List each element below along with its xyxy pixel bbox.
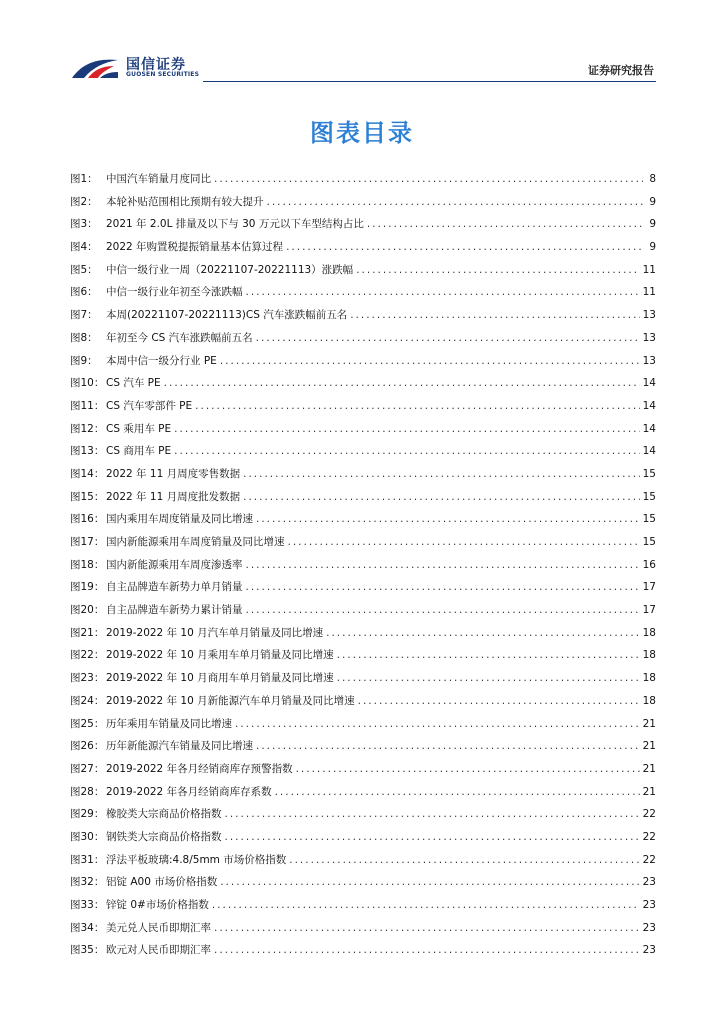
toc-dot-leader — [246, 554, 640, 577]
toc-entry-label: 图24： — [70, 694, 105, 707]
toc-dot-leader — [326, 622, 640, 645]
toc-dot-leader — [243, 463, 640, 486]
toc-dot-leader — [225, 803, 640, 826]
toc-dot-leader — [246, 599, 640, 622]
toc-entry-label: 图28： — [70, 785, 105, 798]
toc-entry[interactable] — [70, 350, 656, 373]
toc-entry-label: 图17： — [70, 536, 105, 548]
toc-entry[interactable] — [70, 644, 656, 667]
toc-entry-page-number: 14 — [642, 377, 656, 390]
toc-entry-label: 图14： — [70, 467, 105, 480]
toc-entry-label: 图3： — [70, 218, 98, 231]
toc-entry-title: 欧元对人民币即期汇率 — [106, 944, 211, 957]
toc-entry-title: 2019-2022 年 10 月新能源汽车单月销量及同比增速 — [106, 694, 355, 707]
toc-entry[interactable] — [70, 576, 656, 599]
toc-entry-page-number: 16 — [642, 558, 656, 571]
toc-entry-label: 图7： — [70, 309, 98, 322]
toc-entry-page-number: 9 — [649, 241, 656, 254]
toc-entry-label: 图23： — [70, 672, 105, 685]
toc-entry-title: 2022 年 11 月周度批发数据 — [106, 490, 241, 503]
toc-entry-title: 美元兑人民币即期汇率 — [106, 921, 211, 934]
toc-dot-leader — [286, 236, 643, 259]
toc-dot-leader — [174, 418, 639, 441]
toc-dot-leader — [220, 350, 640, 373]
toc-entry-page-number: 15 — [642, 536, 656, 548]
toc-entry-label: 图22： — [70, 649, 105, 662]
toc-dot-leader — [367, 213, 643, 236]
toc-entry[interactable] — [70, 622, 656, 645]
toc-entry-page-number: 9 — [649, 218, 656, 231]
page-title: 图表目录 — [310, 119, 414, 147]
logo-english-name: GUOSEN SECURITIES — [126, 71, 200, 78]
toc-entry-title: 2022 年购置税提振销量基本估算过程 — [106, 241, 284, 254]
toc-entry-page-number: 18 — [642, 694, 656, 707]
toc-entry-title: 橡胶类大宗商品价格指数 — [106, 808, 222, 821]
toc-entry-title: 历年新能源汽车销量及同比增速 — [106, 740, 253, 753]
toc-entry-page-number: 11 — [642, 286, 656, 299]
toc-entry[interactable] — [70, 690, 656, 713]
toc-entry-page-number: 21 — [642, 717, 656, 730]
toc-entry-label: 图26： — [70, 740, 105, 753]
toc-entry-title: 本周(20221107-20221113)CS 汽车涨跌幅前五名 — [106, 309, 348, 322]
toc-entry-title: CS 商用车 PE — [106, 445, 172, 458]
toc-entry[interactable] — [70, 599, 656, 622]
toc-entry-label: 图21： — [70, 626, 105, 639]
toc-entry-title: 2019-2022 年 10 月乘用车单月销量及同比增速 — [106, 649, 334, 662]
toc-entry-title: 中信一级行业一周（20221107-20221113）涨跌幅 — [106, 263, 354, 276]
toc-entry[interactable] — [70, 440, 656, 463]
toc-entry-page-number: 18 — [642, 649, 656, 662]
toc-entry[interactable] — [70, 327, 656, 350]
toc-entry-title: CS 乘用车 PE — [106, 422, 172, 435]
toc-entry-label: 图29： — [70, 808, 105, 821]
header-divider — [203, 81, 656, 82]
toc-dot-leader — [337, 667, 640, 690]
toc-dot-leader — [246, 281, 640, 304]
toc-entry-page-number: 23 — [642, 944, 656, 957]
toc-entry[interactable] — [70, 168, 656, 191]
toc-entry-title: 本周中信一级分行业 PE — [106, 354, 217, 367]
toc-entry-page-number: 14 — [642, 399, 656, 412]
toc-entry-page-number: 15 — [642, 467, 656, 480]
toc-dot-leader — [164, 372, 640, 395]
toc-entry[interactable] — [70, 917, 656, 940]
page-header — [0, 0, 724, 90]
toc-entry[interactable] — [70, 281, 656, 304]
toc-entry-title: 历年乘用车销量及同比增速 — [106, 717, 232, 730]
toc-entry-page-number: 9 — [649, 195, 656, 208]
toc-entry-title: 国内新能源乘用车周度渗透率 — [106, 558, 243, 571]
toc-entry-page-number: 13 — [642, 309, 656, 322]
toc-entry-page-number: 14 — [642, 422, 656, 435]
toc-entry-label: 图12： — [70, 422, 105, 435]
toc-entry-page-number: 18 — [642, 672, 656, 685]
toc-entry[interactable] — [70, 463, 656, 486]
toc-entry-title: 本轮补贴范围相比预期有较大提升 — [106, 195, 264, 208]
toc-entry-title: 2019-2022 年 10 月商用车单月销量及同比增速 — [106, 672, 334, 685]
toc-entry-label: 图34： — [70, 921, 105, 934]
toc-entry-title: 自主品牌造车新势力累计销量 — [106, 604, 243, 617]
guosen-logo-icon — [70, 54, 122, 82]
table-of-figures — [70, 168, 656, 962]
toc-dot-leader — [212, 894, 640, 917]
toc-entry[interactable] — [70, 554, 656, 577]
report-type-label: 证券研究报告 — [588, 64, 654, 77]
toc-entry[interactable] — [70, 871, 656, 894]
toc-entry[interactable] — [70, 849, 656, 872]
toc-entry[interactable] — [70, 236, 656, 259]
toc-entry-label: 图25： — [70, 717, 105, 730]
toc-entry-page-number: 8 — [649, 173, 656, 185]
toc-dot-leader — [296, 758, 640, 781]
toc-entry-label: 图32： — [70, 876, 105, 889]
toc-dot-leader — [246, 576, 640, 599]
toc-dot-leader — [220, 871, 639, 894]
toc-entry-title: 中国汽车销量月度同比 — [106, 173, 211, 185]
toc-dot-leader — [256, 508, 640, 531]
toc-entry-label: 图33： — [70, 899, 105, 911]
toc-entry-title: CS 汽车零部件 PE — [106, 399, 193, 412]
toc-entry-label: 图30： — [70, 830, 105, 843]
toc-entry[interactable] — [70, 372, 656, 395]
toc-entry-page-number: 18 — [642, 626, 656, 639]
toc-dot-leader — [214, 168, 643, 191]
toc-entry-page-number: 11 — [642, 263, 656, 276]
toc-entry-title: CS 汽车 PE — [106, 377, 161, 390]
toc-dot-leader — [225, 826, 640, 849]
toc-entry-label: 图18： — [70, 558, 105, 571]
toc-entry-page-number: 15 — [642, 490, 656, 503]
toc-entry-label: 图11： — [70, 399, 105, 412]
toc-entry-page-number: 13 — [642, 354, 656, 367]
toc-entry[interactable] — [70, 894, 656, 917]
toc-entry-page-number: 14 — [642, 445, 656, 458]
toc-entry-page-number: 23 — [642, 921, 656, 934]
toc-entry-label: 图5： — [70, 263, 98, 276]
toc-dot-leader — [275, 781, 640, 804]
toc-entry-label: 图8： — [70, 331, 98, 344]
toc-entry-label: 图6： — [70, 286, 98, 299]
toc-dot-leader — [214, 939, 640, 962]
toc-entry[interactable] — [70, 531, 656, 554]
toc-entry-title: 年初至今 CS 汽车涨跌幅前五名 — [106, 331, 253, 344]
toc-entry-page-number: 17 — [642, 604, 656, 617]
toc-entry-title: 自主品牌造车新势力单月销量 — [106, 581, 243, 594]
toc-entry-page-number: 15 — [642, 513, 656, 526]
toc-entry[interactable] — [70, 418, 656, 441]
toc-dot-leader — [289, 849, 639, 872]
toc-entry[interactable] — [70, 826, 656, 849]
toc-entry-page-number: 21 — [642, 762, 656, 775]
toc-entry-page-number: 22 — [642, 830, 656, 843]
toc-dot-leader — [267, 191, 644, 214]
toc-dot-leader — [256, 327, 640, 350]
toc-entry-label: 图10： — [70, 377, 105, 390]
toc-entry[interactable] — [70, 486, 656, 509]
toc-entry-title: 2019-2022 年各月经销商库存系数 — [106, 785, 272, 798]
toc-entry-label: 图9： — [70, 354, 98, 367]
toc-entry[interactable] — [70, 667, 656, 690]
toc-entry-label: 图20： — [70, 604, 105, 617]
toc-entry-label: 图27： — [70, 762, 105, 775]
toc-entry-label: 图15： — [70, 490, 105, 503]
toc-entry[interactable] — [70, 508, 656, 531]
toc-entry-title: 铝锭 A00 市场价格指数 — [106, 876, 218, 889]
toc-entry[interactable] — [70, 213, 656, 236]
toc-entry-label: 图13： — [70, 445, 105, 458]
logo-chinese-name: 国信证券 — [126, 57, 186, 73]
toc-entry-title: 中信一级行业年初至今涨跌幅 — [106, 286, 243, 299]
toc-entry[interactable] — [70, 395, 656, 418]
toc-entry-page-number: 22 — [642, 808, 656, 821]
toc-dot-leader — [356, 259, 639, 282]
toc-entry-label: 图1： — [70, 173, 98, 185]
toc-entry-title: 2022 年 11 月周度零售数据 — [106, 467, 241, 480]
toc-entry[interactable] — [70, 781, 656, 804]
toc-entry-page-number: 23 — [642, 876, 656, 889]
toc-dot-leader — [288, 531, 640, 554]
toc-dot-leader — [174, 440, 639, 463]
toc-entry[interactable] — [70, 304, 656, 327]
toc-dot-leader — [350, 304, 639, 327]
toc-entry[interactable] — [70, 713, 656, 736]
toc-entry-label: 图19： — [70, 581, 105, 594]
toc-entry-title: 2019-2022 年各月经销商库存预警指数 — [106, 762, 293, 775]
company-logo — [70, 54, 200, 82]
toc-dot-leader — [214, 917, 640, 940]
toc-entry[interactable] — [70, 191, 656, 214]
toc-dot-leader — [256, 735, 640, 758]
toc-entry-label: 图4： — [70, 241, 98, 254]
toc-entry-label: 图35： — [70, 944, 105, 957]
toc-entry-label: 图2： — [70, 195, 98, 208]
toc-entry-title: 国内新能源乘用车周度销量及同比增速 — [106, 536, 285, 548]
toc-entry-page-number: 22 — [642, 853, 656, 866]
toc-entry[interactable] — [70, 758, 656, 781]
toc-entry-label: 图16： — [70, 513, 105, 526]
toc-entry-page-number: 17 — [642, 581, 656, 594]
toc-dot-leader — [235, 713, 640, 736]
toc-entry-title: 2019-2022 年 10 月汽车单月销量及同比增速 — [106, 626, 324, 639]
toc-entry-page-number: 23 — [642, 899, 656, 911]
toc-entry-title: 浮法平板玻璃:4.8/5mm 市场价格指数 — [106, 853, 287, 866]
toc-dot-leader — [243, 486, 640, 509]
toc-dot-leader — [337, 644, 640, 667]
toc-entry[interactable] — [70, 939, 656, 962]
toc-dot-leader — [195, 395, 639, 418]
toc-entry-title: 锌锭 0#市场价格指数 — [106, 899, 209, 911]
toc-dot-leader — [358, 690, 640, 713]
toc-entry[interactable] — [70, 259, 656, 282]
toc-entry[interactable] — [70, 803, 656, 826]
toc-entry-page-number: 21 — [642, 785, 656, 798]
toc-entry-title: 国内乘用车周度销量及同比增速 — [106, 513, 253, 526]
toc-entry-page-number: 13 — [642, 331, 656, 344]
toc-entry-title: 2021 年 2.0L 排量及以下与 30 万元以下车型结构占比 — [106, 218, 364, 231]
toc-entry[interactable] — [70, 735, 656, 758]
toc-entry-title: 钢铁类大宗商品价格指数 — [106, 830, 222, 843]
toc-entry-label: 图31： — [70, 853, 105, 866]
toc-entry-page-number: 21 — [642, 740, 656, 753]
